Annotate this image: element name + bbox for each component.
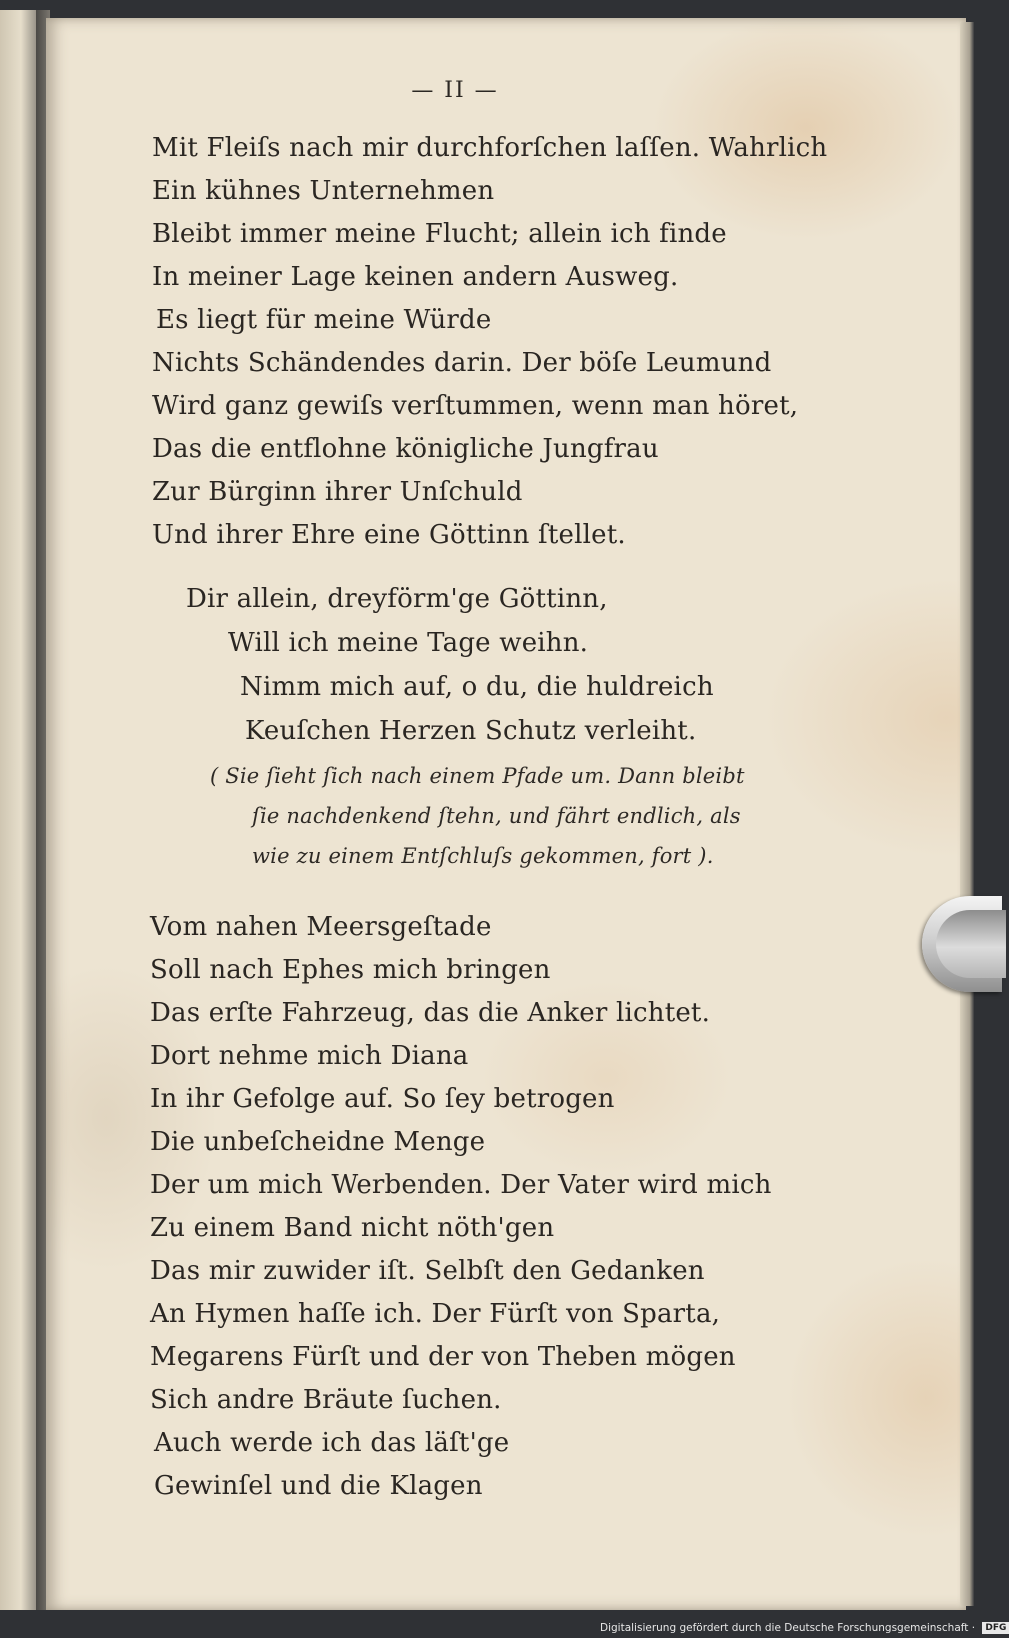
stage-direction-line: ſie nachdenkend ſtehn, und fährt endlich, als — [252, 804, 741, 828]
verse-line: Zur Bürginn ihrer Unſchuld — [152, 477, 523, 507]
verse-line: Das erſte Fahrzeug, das die Anker lichtet. — [150, 998, 711, 1028]
verse-line: Sich andre Bräute ſuchen. — [150, 1385, 502, 1415]
song-line: Keuſchen Herzen Schutz verleiht. — [245, 716, 697, 746]
song-line: Nimm mich auf, o du, die huldreich — [240, 672, 714, 702]
verse-line: Das die entflohne königliche Jungfrau — [152, 434, 659, 464]
verse-line: Soll nach Ephes mich bringen — [150, 955, 551, 985]
right-page-edge — [960, 22, 974, 1606]
verse-line: Der um mich Werbenden. Der Vater wird mich — [150, 1170, 772, 1200]
page-number: — II — — [411, 78, 499, 103]
verse-line: Megarens Fürſt und der von Theben mögen — [150, 1342, 736, 1372]
verse-line: Gewinſel und die Klagen — [154, 1471, 483, 1501]
verse-line: Nichts Schändendes darin. Der böſe Leumund — [152, 348, 772, 378]
stage-direction-line: wie zu einem Entſchluſs gekommen, fort ). — [252, 844, 714, 868]
verse-line: Es liegt für meine Würde — [156, 305, 492, 335]
dfg-logo: DFG — [982, 1622, 1009, 1634]
footer-text: Digitalisierung gefördert durch die Deutsche Forschungsgemeinschaft · — [600, 1622, 976, 1634]
verse-line: Bleibt immer meine Flucht; allein ich finde — [152, 219, 727, 249]
verse-line: Mit Fleiſs nach mir durchforſchen laſſen. Wahrlich — [152, 133, 828, 163]
verse-line: Wird ganz gewiſs verſtummen, wenn man höret, — [152, 391, 799, 421]
verse-line: In meiner Lage keinen andern Ausweg. — [152, 262, 679, 292]
verse-line: Zu einem Band nicht nöth'gen — [150, 1213, 555, 1243]
stage-direction-line: ( Sie ſieht ſich nach einem Pfade um. Dann bleibt — [210, 764, 745, 788]
verse-line: Die unbeſcheidne Menge — [150, 1127, 486, 1157]
verse-line: Dort nehme mich Diana — [150, 1041, 469, 1071]
verse-line: Auch werde ich das läſt'ge — [154, 1428, 510, 1458]
verse-line: An Hymen haſſe ich. Der Fürſt von Sparta, — [150, 1299, 721, 1329]
digitization-footer — [600, 1622, 1007, 1634]
verse-line: Und ihrer Ehre eine Göttinn ſtellet. — [152, 520, 626, 550]
song-line: Will ich meine Tage weihn. — [228, 628, 589, 658]
left-page-edge — [0, 10, 38, 1610]
verse-line: In ihr Gefolge auf. So ſey betrogen — [150, 1084, 615, 1114]
song-line: Dir allein, dreyförm'ge Göttinn, — [186, 584, 608, 614]
verse-line: Ein kühnes Unternehmen — [152, 176, 495, 206]
page-clip-inner — [936, 910, 1006, 978]
verse-line: Vom nahen Meersgeſtade — [150, 912, 492, 942]
verse-line: Das mir zuwider iſt. Selbſt den Gedanken — [150, 1256, 705, 1286]
